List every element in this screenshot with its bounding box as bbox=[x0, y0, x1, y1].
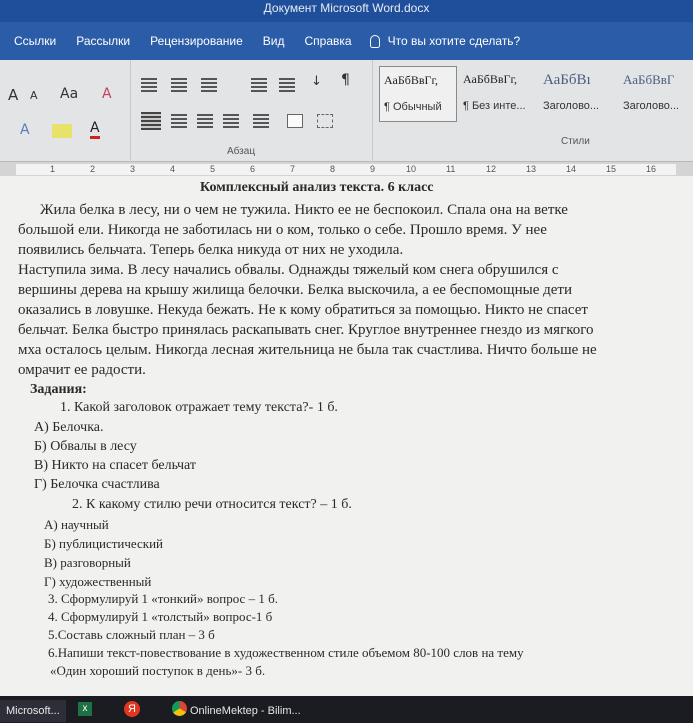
shrink-font-button[interactable]: A bbox=[30, 89, 38, 102]
style-normal[interactable] bbox=[379, 66, 457, 122]
styles-group bbox=[372, 60, 693, 162]
numbering-icon[interactable] bbox=[171, 78, 187, 92]
taskbar bbox=[0, 696, 693, 723]
align-left-icon[interactable] bbox=[141, 112, 161, 130]
yandex-icon[interactable]: Я bbox=[124, 701, 140, 717]
window-titlebar bbox=[0, 0, 693, 22]
paragraph-line: оказались в ловушке. Некуда бежать. Не к кому обратиться за помощью. Никто не спасет bbox=[18, 302, 588, 318]
paragraph-line: Жила белка в лесу, ни о чем не тужила. Никто ее не беспокоил. Спала она на ветке bbox=[40, 202, 568, 218]
ruler-tick: 14 bbox=[566, 164, 577, 174]
document-title: Комплексный анализ текста. 6 класс bbox=[200, 180, 434, 195]
question-6: 6.Напиши текст-повествование в художественном стиле объемом 80-100 слов на тему bbox=[48, 645, 524, 660]
font-color-icon[interactable]: A bbox=[90, 120, 100, 139]
chrome-icon[interactable] bbox=[172, 701, 187, 716]
ruler-tick: 9 bbox=[370, 164, 376, 174]
taskbar-word[interactable]: Microsoft... bbox=[0, 700, 66, 722]
ruler-tick: 16 bbox=[646, 164, 657, 174]
ruler-tick: 12 bbox=[486, 164, 497, 174]
ruler-tick: 3 bbox=[130, 164, 136, 174]
text-effects-icon[interactable]: A bbox=[20, 122, 30, 138]
ribbon-tab-bar bbox=[0, 22, 693, 60]
ruler-tick: 2 bbox=[90, 164, 96, 174]
question-3: 3. Сформулируй 1 «тонкий» вопрос – 1 б. bbox=[48, 591, 278, 606]
question-6-topic: «Один хороший поступок в день»- 3 б. bbox=[50, 663, 266, 678]
style-name: Заголово... bbox=[543, 100, 600, 112]
question-1: 1. Какой заголовок отражает тему текста?- 1 б. bbox=[60, 400, 338, 415]
paragraph-group-label: Абзац bbox=[227, 146, 256, 157]
pilcrow-icon[interactable]: ¶ bbox=[341, 72, 350, 88]
multilevel-list-icon[interactable] bbox=[201, 78, 217, 92]
tell-me-search[interactable] bbox=[370, 34, 521, 48]
line-spacing-icon[interactable] bbox=[253, 114, 269, 128]
paragraph-line: мха осталось целым. Никогда лесная жительница не была так счастлива. Ничто больше не bbox=[18, 342, 597, 358]
ruler-tick: 15 bbox=[606, 164, 617, 174]
align-center-icon[interactable] bbox=[171, 114, 187, 128]
paragraph-line: омрачит ее радости. bbox=[18, 362, 146, 378]
tab-review[interactable]: Рецензирование bbox=[150, 34, 243, 48]
document-page[interactable] bbox=[0, 176, 693, 696]
ribbon-panel bbox=[0, 60, 693, 162]
shading-icon[interactable] bbox=[287, 114, 303, 128]
ruler-tick: 5 bbox=[210, 164, 216, 174]
ruler-tick: 10 bbox=[406, 164, 417, 174]
q2-option: Б) публицистический bbox=[44, 536, 164, 551]
sort-icon[interactable]: ↓ bbox=[311, 74, 322, 89]
font-group bbox=[0, 60, 130, 162]
style-preview: АаБбВвГ bbox=[623, 72, 675, 87]
style-no-spacing[interactable] bbox=[459, 66, 537, 122]
question-2: 2. К какому стилю речи относится текст? – 1 б. bbox=[72, 497, 352, 512]
paragraph-group bbox=[130, 60, 370, 162]
borders-icon[interactable] bbox=[317, 114, 333, 128]
justify-icon[interactable] bbox=[223, 114, 239, 128]
q1-option: В) Никто на спасет бельчат bbox=[34, 458, 196, 473]
ruler-tick: 11 bbox=[446, 164, 456, 174]
style-preview: АаБбВвГг, bbox=[384, 73, 439, 87]
tell-me-label: Что вы хотите сделать? bbox=[387, 34, 521, 48]
style-preview: АаБбВı bbox=[543, 72, 591, 88]
style-name: ¶ Без инте... bbox=[463, 100, 526, 112]
lightbulb-icon bbox=[370, 35, 380, 48]
tab-references[interactable]: Ссылки bbox=[14, 34, 57, 48]
tasks-heading: Задания: bbox=[30, 382, 87, 397]
question-5: 5.Составь сложный план – 3 б bbox=[48, 627, 215, 642]
ruler-tick: 13 bbox=[526, 164, 537, 174]
excel-icon[interactable]: x bbox=[78, 702, 92, 716]
window-title: Документ Microsoft Word.docx bbox=[263, 1, 430, 15]
tab-view[interactable]: Вид bbox=[262, 34, 285, 48]
question-4: 4. Сформулируй 1 «толстый» вопрос-1 б bbox=[48, 609, 273, 624]
decrease-indent-icon[interactable] bbox=[251, 78, 267, 92]
q1-option: А) Белочка. bbox=[34, 420, 104, 435]
q2-option: Г) художественный bbox=[44, 574, 152, 589]
style-name: Заголово... bbox=[623, 100, 680, 112]
style-heading-2[interactable] bbox=[619, 66, 693, 122]
ruler-tick: 4 bbox=[170, 164, 176, 174]
q1-option: Г) Белочка счастлива bbox=[34, 477, 160, 492]
tab-help[interactable]: Справка bbox=[304, 34, 352, 48]
taskbar-chrome-tab[interactable]: OnlineMektep - Bilim... bbox=[190, 705, 301, 717]
ruler-tick: 1 bbox=[50, 164, 56, 174]
bullets-icon[interactable] bbox=[141, 78, 157, 92]
ruler-tick: 8 bbox=[330, 164, 336, 174]
ruler-tick: 7 bbox=[290, 164, 296, 174]
change-case-button[interactable]: Aa bbox=[60, 86, 79, 102]
q2-option: В) разговорный bbox=[44, 555, 131, 570]
grow-font-button[interactable]: A bbox=[8, 86, 19, 104]
horizontal-ruler[interactable] bbox=[0, 162, 693, 176]
paragraph-line: появились бельчата. Теперь белка никуда от них не уходила. bbox=[18, 242, 404, 258]
clear-format-button[interactable]: A bbox=[102, 86, 112, 102]
ruler-tick: 6 bbox=[250, 164, 256, 174]
paragraph-line: бельчат. Белка быстро принялась раскапывать снег. Круглое внутреннее гнездо из мягкого bbox=[18, 322, 594, 338]
ruler-track bbox=[16, 164, 676, 175]
q1-option: Б) Обвалы в лесу bbox=[34, 439, 137, 454]
increase-indent-icon[interactable] bbox=[279, 78, 295, 92]
q2-option: А) научный bbox=[44, 517, 109, 532]
highlight-icon[interactable] bbox=[52, 124, 72, 138]
style-preview: АаБбВвГг, bbox=[463, 72, 518, 86]
paragraph-line: вершины дерева на крышу жилища белочки. Белка выскочила, а ее беспомощные дети bbox=[18, 282, 572, 298]
style-heading-1[interactable] bbox=[539, 66, 617, 122]
style-name: ¶ Обычный bbox=[384, 101, 442, 113]
paragraph-line: Наступила зима. В лесу начались обвалы. Однажды тяжелый ком снега обрушился с bbox=[18, 262, 559, 278]
tab-mailings[interactable]: Рассылки bbox=[76, 34, 131, 48]
styles-group-label: Стили bbox=[561, 136, 590, 147]
paragraph-line: большой ели. Никогда не заботилась ни о ком, только о себе. Прошло время. У нее bbox=[18, 222, 547, 238]
align-right-icon[interactable] bbox=[197, 114, 213, 128]
